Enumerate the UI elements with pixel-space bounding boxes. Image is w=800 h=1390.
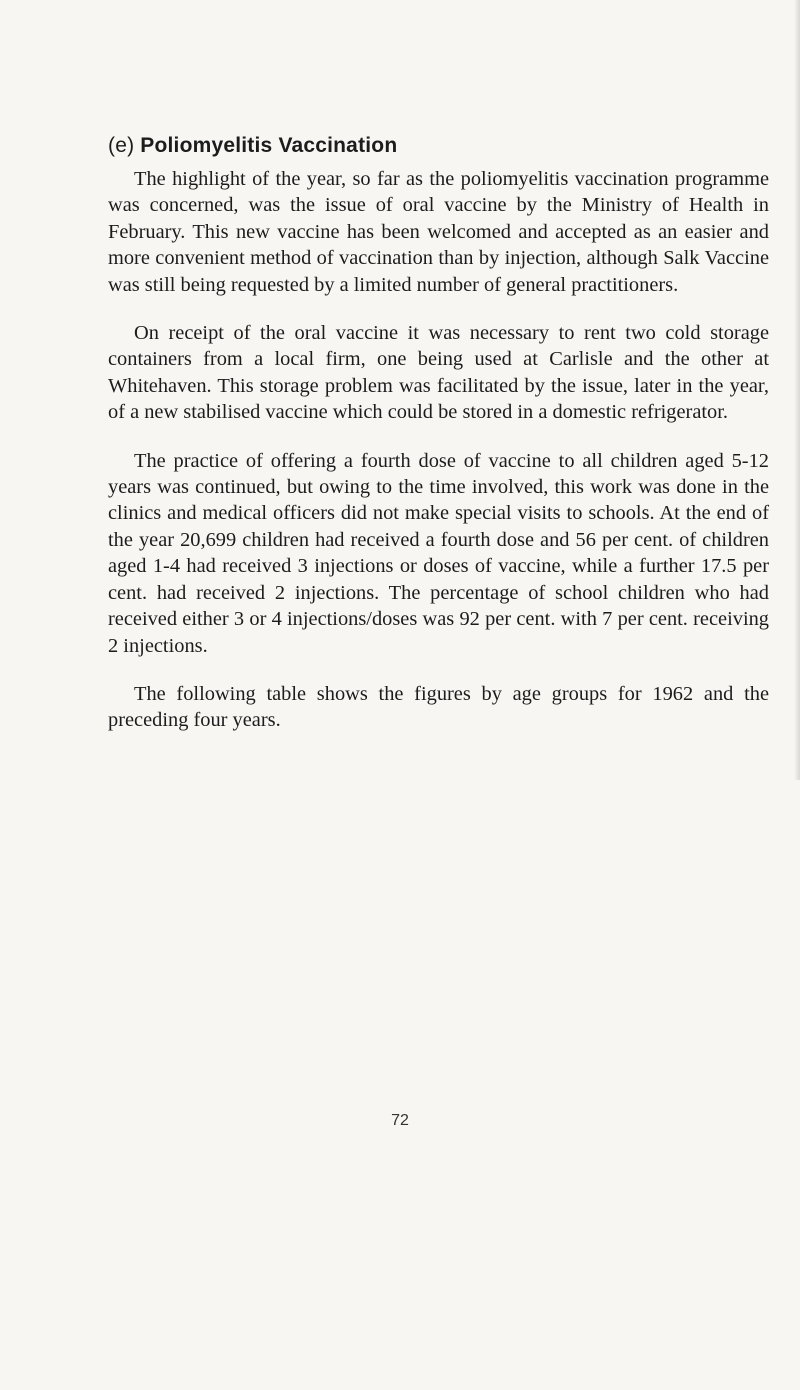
section-title: Poliomyelitis Vaccination [140,134,398,157]
paragraph-cold-storage: On receipt of the oral vaccine it was necessary to rent two cold storage containers from a local firm, one being used at Carlisle and the other at Whitehaven. This storage problem was facilitated by the issue, later in the year, of a new stabilised vaccine which could be stored in a domestic refrigerator. [108,322,769,424]
section-heading [108,134,698,158]
section-label: (e) [108,134,135,157]
page-edge-shadow [794,0,800,780]
paragraph-fourth-dose: The practice of offering a fourth dose of vaccine to all children aged 5-12 years was continued, but owing to the time involved, this work was done in the clinics and medical officers did not make special visits to schools. At the end of the year 20,699 children had received a fourth dose and 56 per cent. of children aged 1-4 had received 3 injections or doses of vaccine, while a further 17.5 per cent. had received 2 injections. The percentage of school children who had received either 3 or 4 injections/doses was 92 per cent. with 7 per cent. receiving 2 injections. [108,449,769,657]
paragraph-table-intro: The following table shows the figures by age groups for 1962 and the preceding four years. [108,682,769,732]
page-number: 72 [391,1112,409,1129]
paragraph-oral-vaccine: The highlight of the year, so far as the poliomyelitis vaccination programme was concerned, was the issue of oral vaccine by the Ministry of Health in February. This new vaccine has been welcomed and accepted as an easier and more convenient method of vaccination than by injection, although Salk Vaccine was still being requested by a limited number of general practitioners. [108,168,769,296]
body-text [108,166,769,756]
